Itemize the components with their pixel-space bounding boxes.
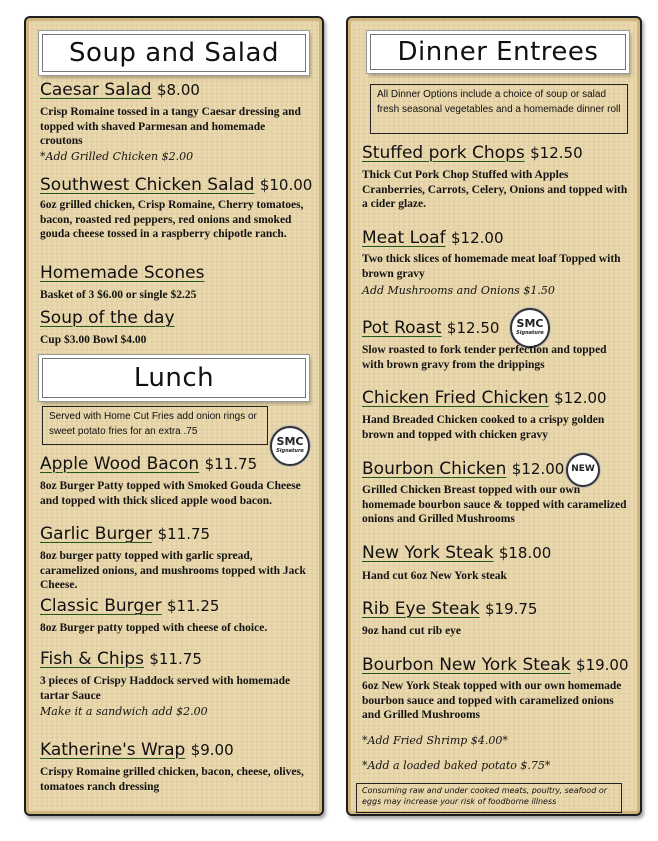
new-york-steak-item [362, 543, 551, 563]
apple-wood-bacon-description: 8oz Burger Patty topped with Smoked Gouda Cheese and topped with thick sliced apple wood bacon. [40, 480, 301, 507]
meat-loaf-addon: Add Mushrooms and Onions $1.50 [362, 284, 555, 297]
item-name: Fish & Chips [40, 649, 144, 669]
item-name: Bourbon New York Steak [362, 655, 571, 675]
dinner-entrees-heading: Dinner Entrees [370, 34, 626, 70]
smc-signature-badge [510, 308, 550, 348]
new-york-steak-description: Hand cut 6oz New York steak [362, 570, 507, 582]
dinner-note: All Dinner Options include a choice of soup or salad fresh seasonal vegetables and a homemade dinner roll [370, 84, 628, 134]
fish-chips-addon: Make it a sandwich add $2.00 [40, 705, 208, 718]
chicken-fried-chicken-description: Hand Breaded Chicken cooked to a crispy golden brown and topped with chicken gravy [362, 414, 605, 441]
bourbon-new-york-steak-description: 6oz New York Steak topped with our own homemade bourbon sauce and topped with caramelized onions and Grilled Mushrooms [362, 680, 622, 721]
item-name: Caesar Salad [40, 80, 152, 100]
item-name: Katherine's Wrap [40, 740, 186, 760]
bourbon-chicken-description: Grilled Chicken Breast topped with our own homemade bourbon sauce & topped with caramelized onions and Grilled Mushrooms [362, 484, 627, 525]
soup-salad-lunch-panel [24, 16, 324, 816]
rib-eye-steak-description: 9oz hand cut rib eye [362, 625, 462, 637]
southwest-salad-item [40, 175, 312, 195]
pot-roast-item [362, 318, 499, 338]
item-price: $12.00 [511, 460, 565, 478]
fried-shrimp-addon: *Add Fried Shrimp $4.00* [362, 734, 508, 747]
caesar-salad-description: Crisp Romaine tossed in a tangy Caesar dressing and topped with shaved Parmesan and homemade croutons [40, 106, 301, 147]
classic-burger-description: 8oz Burger patty topped with cheese of choice. [40, 622, 268, 634]
lunch-note: Served with Home Cut Fries add onion rings or sweet potato fries for an extra .75 [42, 406, 268, 445]
item-name: Southwest Chicken Salad [40, 175, 255, 195]
item-name: Homemade Scones [40, 263, 205, 283]
item-price: $11.75 [204, 455, 258, 473]
baked-potato-addon: *Add a loaded baked potato $.75* [362, 759, 551, 772]
item-price: $12.50 [530, 144, 583, 162]
item-name: New York Steak [362, 543, 494, 563]
meat-loaf-item [362, 228, 504, 248]
item-price: $19.00 [576, 656, 629, 674]
item-name: Stuffed pork Chops [362, 143, 525, 163]
item-name: Pot Roast [362, 318, 442, 338]
katherines-wrap-description: Crispy Romaine grilled chicken, bacon, cheese, olives, tomatoes ranch dressing [40, 766, 304, 793]
badge-main: SMC [276, 435, 304, 448]
dinner-entrees-panel [346, 16, 642, 816]
classic-burger-item [40, 596, 219, 616]
garlic-burger-item [40, 524, 210, 544]
foodborne-illness-disclaimer: Consuming raw and under cooked meats, poultry, seafood or eggs may increase your risk of foodborne illness [356, 783, 622, 813]
item-price: $8.00 [156, 81, 200, 99]
item-name: Classic Burger [40, 596, 162, 616]
fish-chips-description: 3 pieces of Crispy Haddock served with homemade tartar Sauce [40, 675, 291, 702]
soup-of-day-description: Cup $3.00 Bowl $4.00 [40, 334, 147, 346]
badge-sub: Signature [516, 330, 544, 336]
item-name: Apple Wood Bacon [40, 454, 200, 474]
item-name: Garlic Burger [40, 524, 153, 544]
badge-main: SMC [516, 317, 544, 330]
rib-eye-steak-item [362, 599, 537, 619]
smc-signature-badge [270, 426, 310, 466]
garlic-burger-description: 8oz burger patty topped with garlic spread, caramelized onions, and mushrooms topped with Jack Cheese. [40, 550, 306, 591]
katherines-wrap-item [40, 740, 234, 760]
item-price: $12.00 [451, 229, 504, 247]
item-price: $12.00 [554, 389, 607, 407]
item-price: $10.00 [259, 176, 313, 194]
badge-sub: Signature [276, 448, 304, 454]
apple-wood-bacon-item [40, 454, 257, 474]
item-price: $11.25 [166, 597, 220, 615]
soup-salad-heading: Soup and Salad [42, 34, 306, 72]
fish-chips-item [40, 649, 202, 669]
item-name: Chicken Fried Chicken [362, 388, 549, 408]
bourbon-chicken-item [362, 459, 564, 479]
meat-loaf-description: Two thick slices of homemade meat loaf Topped with brown gravy [362, 253, 621, 280]
item-price: $9.00 [190, 741, 234, 759]
stuffed-pork-chops-description: Thick Cut Pork Chop Stuffed with Apples Cranberries, Carrots, Celery, Onions and topped with a cider glaze. [362, 169, 628, 210]
caesar-salad-item [40, 80, 200, 100]
item-price: $19.75 [484, 600, 538, 618]
caesar-salad-addon: *Add Grilled Chicken $2.00 [40, 150, 194, 163]
scones-item [40, 263, 204, 283]
item-price: $12.50 [446, 319, 500, 337]
item-price: $11.75 [149, 650, 202, 668]
item-name: Bourbon Chicken [362, 459, 507, 479]
stuffed-pork-chops-item [362, 143, 583, 163]
item-price: $11.75 [157, 525, 211, 543]
item-name: Rib Eye Steak [362, 599, 480, 619]
scones-description: Basket of 3 $6.00 or single $2.25 [40, 289, 197, 301]
lunch-heading: Lunch [42, 358, 306, 398]
new-badge: NEW [566, 453, 600, 487]
item-name: Soup of the day [40, 308, 175, 328]
chicken-fried-chicken-item [362, 388, 607, 408]
soup-of-day-item [40, 308, 175, 328]
item-price: $18.00 [498, 544, 552, 562]
bourbon-new-york-steak-item [362, 655, 629, 675]
southwest-salad-description: 6oz grilled chicken, Crisp Romaine, Cherry tomatoes, bacon, roasted red peppers, red onions and smoked gouda cheese tossed in a raspberry chipotle ranch. [40, 199, 304, 240]
pot-roast-description: Slow roasted to fork tender perfection and topped with brown gravy from the drippings [362, 344, 607, 371]
item-name: Meat Loaf [362, 228, 446, 248]
